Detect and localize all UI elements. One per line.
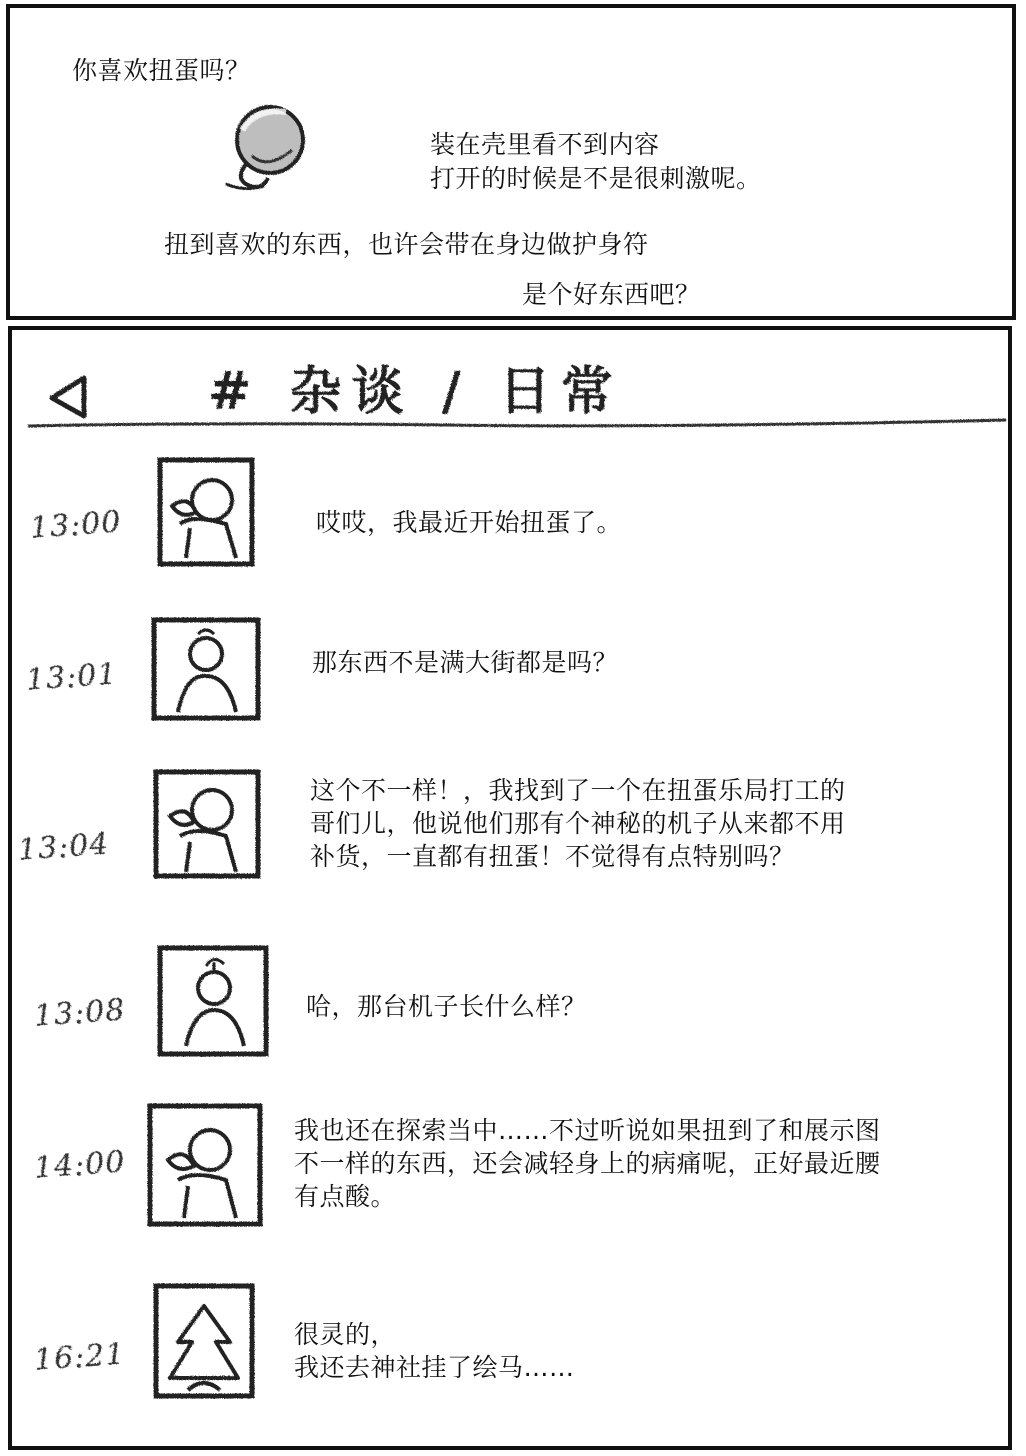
intro-line-2: 装在壳里看不到内容 — [430, 130, 660, 159]
message-time: 16:21 — [32, 1336, 127, 1379]
message-time: 13:00 — [28, 504, 123, 547]
message-text: 哎哎，我最近开始扭蛋了。 — [316, 508, 623, 537]
header-divider — [26, 416, 1010, 432]
message-text: 这个不一样！，我找到了一个在扭蛋乐局打工的 哥们儿，他说他们那有个神秘的机子从来都不用 补货，一直都有扭蛋！不觉得有点特别吗？ — [310, 776, 846, 871]
intro-panel — [6, 4, 1016, 320]
message-time: 14:00 — [32, 1144, 127, 1187]
avatar-bow-icon[interactable] — [152, 454, 258, 570]
intro-line-5: 是个好东西吧？ — [522, 280, 701, 309]
avatar-tree-icon[interactable] — [148, 1280, 260, 1402]
message-text: 那东西不是满大街都是吗？ — [312, 648, 619, 677]
gacha-capsule-icon — [216, 100, 316, 196]
intro-line-4: 扭到喜欢的东西，也许会带在身边做护身符 — [164, 230, 649, 259]
message-text: 哈，那台机子长什么样？ — [306, 992, 587, 1021]
message-time: 13:08 — [32, 992, 127, 1035]
channel-title: # 杂谈 / 日常 — [208, 361, 623, 422]
avatar-bow-icon[interactable] — [146, 766, 266, 882]
avatar-sprout-icon[interactable] — [152, 942, 274, 1060]
chat-panel — [8, 326, 1012, 1450]
intro-line-3: 打开的时候是不是很刺激呢。 — [430, 164, 762, 193]
avatar-bow-icon[interactable] — [140, 1100, 268, 1230]
message-time: 13:01 — [24, 656, 119, 699]
message-text: 我也还在探索当中……不过听说如果扭到了和展示图 不一样的东西，还会减轻身上的病痛呢，正好最近腰 有点酸。 — [294, 1116, 881, 1211]
avatar-sprout-icon[interactable] — [146, 614, 264, 724]
back-arrow-icon[interactable] — [44, 372, 92, 422]
message-text: 很灵的， 我还去神社挂了绘马…… — [294, 1320, 575, 1382]
intro-line-1: 你喜欢扭蛋吗？ — [72, 56, 251, 85]
message-time: 13:04 — [16, 826, 111, 869]
